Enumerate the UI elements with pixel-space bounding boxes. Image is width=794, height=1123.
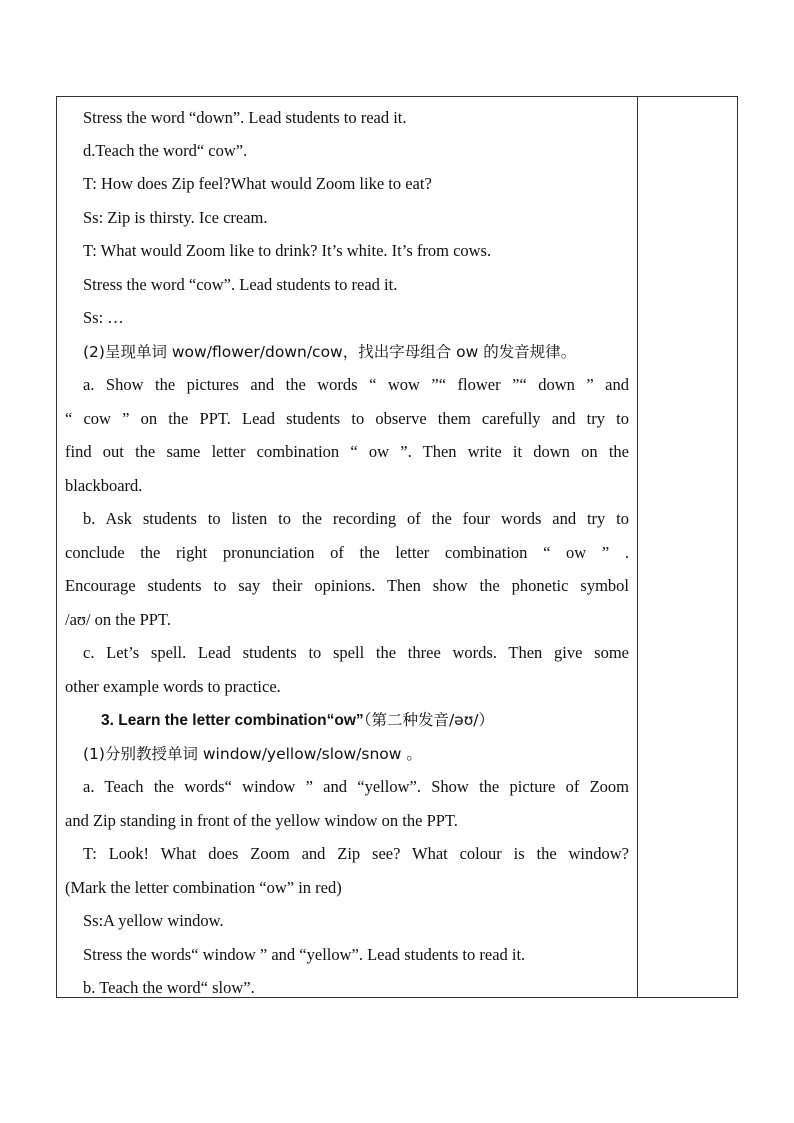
text-line: blackboard. — [65, 476, 143, 495]
text-line: other example words to practice. — [65, 677, 281, 696]
text-line: find out the same letter combination “ ow ”. Then write it down on the — [65, 442, 629, 461]
section-heading — [65, 703, 629, 737]
text-line: Encourage students to say their opinions. Then show the phonetic symbol — [65, 576, 629, 595]
text-line: T: What would Zoom like to drink? It’s white. It’s from cows. — [83, 241, 492, 260]
text-line: (Mark the letter combination “ow” in red) — [65, 878, 342, 897]
text-line: Stress the word “down”. Lead students to read it. — [83, 108, 407, 127]
section-heading-note: （第二种发音/əʊ/） — [363, 711, 494, 729]
section-heading-label: 3. Learn the letter combination“ow” — [101, 712, 364, 729]
text-line: Ss:A yellow window. — [83, 911, 224, 930]
text-line: “ cow ” on the PPT. Lead students to observe them carefully and try to — [65, 409, 629, 428]
text-line: Ss: … — [83, 308, 124, 327]
lesson-table — [56, 96, 738, 998]
procedure-cell — [57, 97, 637, 997]
text-line: T: How does Zip feel?What would Zoom like to eat? — [83, 174, 432, 193]
text-line: Ss: Zip is thirsty. Ice cream. — [83, 208, 268, 227]
text-line: /aʊ/ on the PPT. — [65, 610, 171, 629]
text-line: b. Ask students to listen to the recording of the four words and try to — [83, 509, 629, 528]
text-line: Stress the words“ window ” and “yellow”. Lead students to read it. — [83, 945, 526, 964]
text-line: conclude the right pronunciation of the letter combination “ ow ” . — [65, 543, 629, 562]
text-line: c. Let’s spell. Lead students to spell the three words. Then give some — [83, 643, 629, 662]
text-line: b. Teach the word“ slow”. — [83, 978, 255, 997]
text-line: a. Show the pictures and the words “ wow ”“ flower ”“ down ” and — [83, 375, 629, 394]
text-line: (1)分别教授单词 window/yellow/slow/snow 。 — [83, 745, 422, 763]
notes-column — [638, 97, 737, 997]
text-line: d.Teach the word“ cow”. — [83, 141, 248, 160]
text-line: (2)呈现单词 wow/flower/down/cow，找出字母组合 ow 的发音规律。 — [83, 343, 577, 361]
text-line: and Zip standing in front of the yellow window on the PPT. — [65, 811, 458, 830]
text-line: T: Look! What does Zoom and Zip see? What colour is the window? — [83, 844, 629, 863]
text-line: Stress the word “cow”. Lead students to read it. — [83, 275, 398, 294]
text-line: a. Teach the words“ window ” and “yellow”. Show the picture of Zoom — [83, 777, 629, 796]
